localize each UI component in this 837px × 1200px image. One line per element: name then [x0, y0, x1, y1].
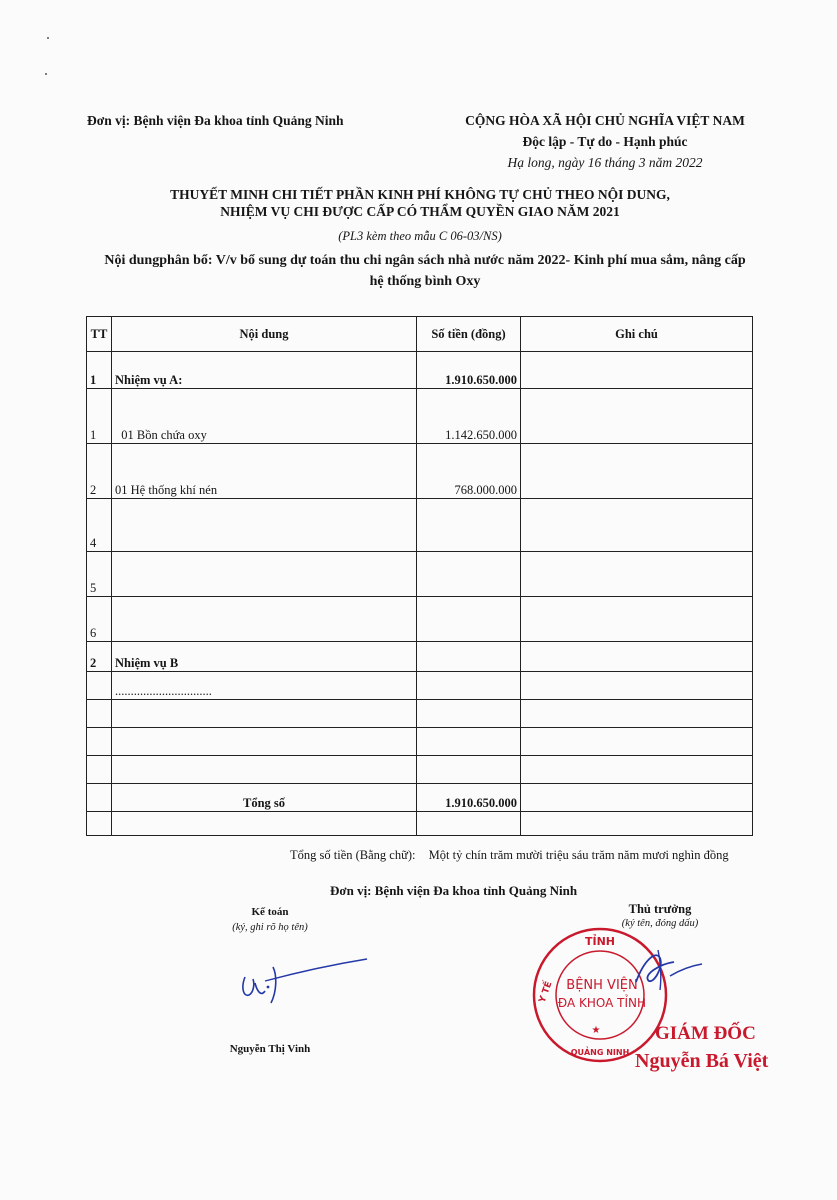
national-heading	[440, 110, 770, 173]
document-title	[120, 186, 720, 220]
accountant-signature	[235, 955, 375, 1010]
row-content	[112, 812, 417, 836]
director-signature	[630, 940, 710, 1000]
row-content: Nhiệm vụ B	[112, 642, 417, 672]
row-note	[521, 642, 753, 672]
row-tt	[87, 728, 112, 756]
row-tt	[87, 784, 112, 812]
table-row	[87, 552, 753, 597]
accountant-title: Kế toán	[251, 906, 289, 918]
row-note	[521, 784, 753, 812]
row-content	[112, 499, 417, 552]
star-icon: ★	[591, 1025, 601, 1036]
scan-speck	[45, 73, 47, 75]
footer-unit: Đơn vị: Bệnh viện Đa khoa tỉnh Quảng Ninh	[330, 883, 578, 898]
row-note	[521, 728, 753, 756]
row-amount	[417, 552, 521, 597]
row-content: ...............................	[112, 672, 417, 700]
row-tt	[87, 672, 112, 700]
row-note	[521, 352, 753, 389]
row-note	[521, 444, 753, 499]
row-tt: 2	[87, 444, 112, 499]
title-line-2: NHIỆM VỤ CHI ĐƯỢC CẤP CÓ THẨM QUYỀN GIAO NĂM 2021	[220, 204, 620, 219]
total-label: Tổng số	[112, 784, 417, 812]
row-note	[521, 597, 753, 642]
seal-top-text: TỈNH	[584, 935, 616, 948]
row-tt: 1	[87, 352, 112, 389]
table-row	[87, 672, 753, 700]
row-content	[112, 700, 417, 728]
allocation-line-1: Nội dungphân bổ: V/v bổ sung dự toán thu chi ngân sách nhà nước năm 2022- Kinh phí mua sắm, nâng cấp	[104, 253, 746, 268]
scan-speck	[47, 37, 49, 39]
row-content	[112, 552, 417, 597]
row-tt: 5	[87, 552, 112, 597]
republic-title: CỘNG HÒA XÃ HỘI CHỦ NGHĨA VIỆT NAM	[465, 113, 745, 128]
amount-in-words-value: Một tỷ chín trăm mười triệu sáu trăm năm mươi nghìn đồng	[428, 848, 729, 862]
row-note	[521, 552, 753, 597]
row-amount	[417, 700, 521, 728]
row-tt	[87, 756, 112, 784]
table-row	[87, 728, 753, 756]
allocation-content	[80, 250, 770, 292]
head-title: Thủ trưởng	[628, 902, 692, 916]
unit-label: Đơn vị: Bệnh viện Đa khoa tỉnh Quảng Ninh	[87, 113, 344, 128]
row-tt	[87, 700, 112, 728]
row-note	[521, 499, 753, 552]
row-amount: 1.910.650.000	[417, 352, 521, 389]
row-amount	[417, 756, 521, 784]
accountant-name: Nguyễn Thị Vinh	[229, 1043, 311, 1055]
table-row	[87, 352, 753, 389]
table-row	[87, 642, 753, 672]
row-content: Nhiệm vụ A:	[112, 352, 417, 389]
table-row	[87, 499, 753, 552]
row-amount	[417, 812, 521, 836]
director-name: Nguyễn Bá Việt	[635, 1050, 769, 1072]
row-amount: 768.000.000	[417, 444, 521, 499]
table-row	[87, 389, 753, 444]
head-note: (ký tên, đóng dấu)	[621, 918, 699, 929]
seal-line-2: ĐA KHOA TỈNH	[557, 996, 647, 1010]
row-note	[521, 700, 753, 728]
table-row	[87, 444, 753, 499]
table-row	[87, 812, 753, 836]
amount-in-words	[290, 848, 729, 863]
header-tt: TT	[87, 317, 112, 352]
row-amount	[417, 499, 521, 552]
table-row	[87, 756, 753, 784]
header-content: Nội dung	[112, 317, 417, 352]
title-line-1: THUYẾT MINH CHI TIẾT PHẦN KINH PHÍ KHÔNG TỰ CHỦ THEO NỘI DUNG,	[170, 187, 670, 202]
row-note	[521, 389, 753, 444]
seal-bottom-text: QUẢNG NINH	[570, 1048, 630, 1057]
table-row	[87, 597, 753, 642]
row-note	[521, 812, 753, 836]
accountant-note: (ký, ghi rõ họ tên)	[232, 922, 308, 933]
table-total-row	[87, 784, 753, 812]
allocation-line-2: hệ thống bình Oxy	[369, 274, 481, 289]
amount-in-words-label: Tổng số tiền (Bằng chữ):	[290, 848, 416, 862]
document-date: Hạ long, ngày 16 tháng 3 năm 2022	[507, 155, 703, 170]
row-content	[112, 728, 417, 756]
row-amount	[417, 728, 521, 756]
total-amount: 1.910.650.000	[417, 784, 521, 812]
row-amount	[417, 597, 521, 642]
header-amount: Số tiền (đồng)	[417, 317, 521, 352]
motto: Độc lập - Tự do - Hạnh phúc	[522, 134, 688, 149]
row-note	[521, 672, 753, 700]
header-note: Ghi chú	[521, 317, 753, 352]
row-tt: 4	[87, 499, 112, 552]
row-tt: 1	[87, 389, 112, 444]
table-row	[87, 700, 753, 728]
document-subtitle: (PL3 kèm theo mẫu C 06-03/NS)	[338, 229, 502, 243]
row-content	[112, 597, 417, 642]
budget-table	[86, 316, 753, 836]
table-header-row	[87, 317, 753, 352]
row-content: 01 Hệ thống khí nén	[112, 444, 417, 499]
row-tt: 2	[87, 642, 112, 672]
row-note	[521, 756, 753, 784]
row-amount: 1.142.650.000	[417, 389, 521, 444]
row-tt: 6	[87, 597, 112, 642]
seal-line-1: BỆNH VIỆN	[566, 978, 638, 993]
director-title: GIÁM ĐỐC	[655, 1023, 756, 1044]
row-amount	[417, 642, 521, 672]
row-amount	[417, 672, 521, 700]
row-content: 01 Bồn chứa oxy	[112, 389, 417, 444]
row-content	[112, 756, 417, 784]
seal-left-text: Y TẾ	[537, 980, 555, 1005]
row-tt	[87, 812, 112, 836]
